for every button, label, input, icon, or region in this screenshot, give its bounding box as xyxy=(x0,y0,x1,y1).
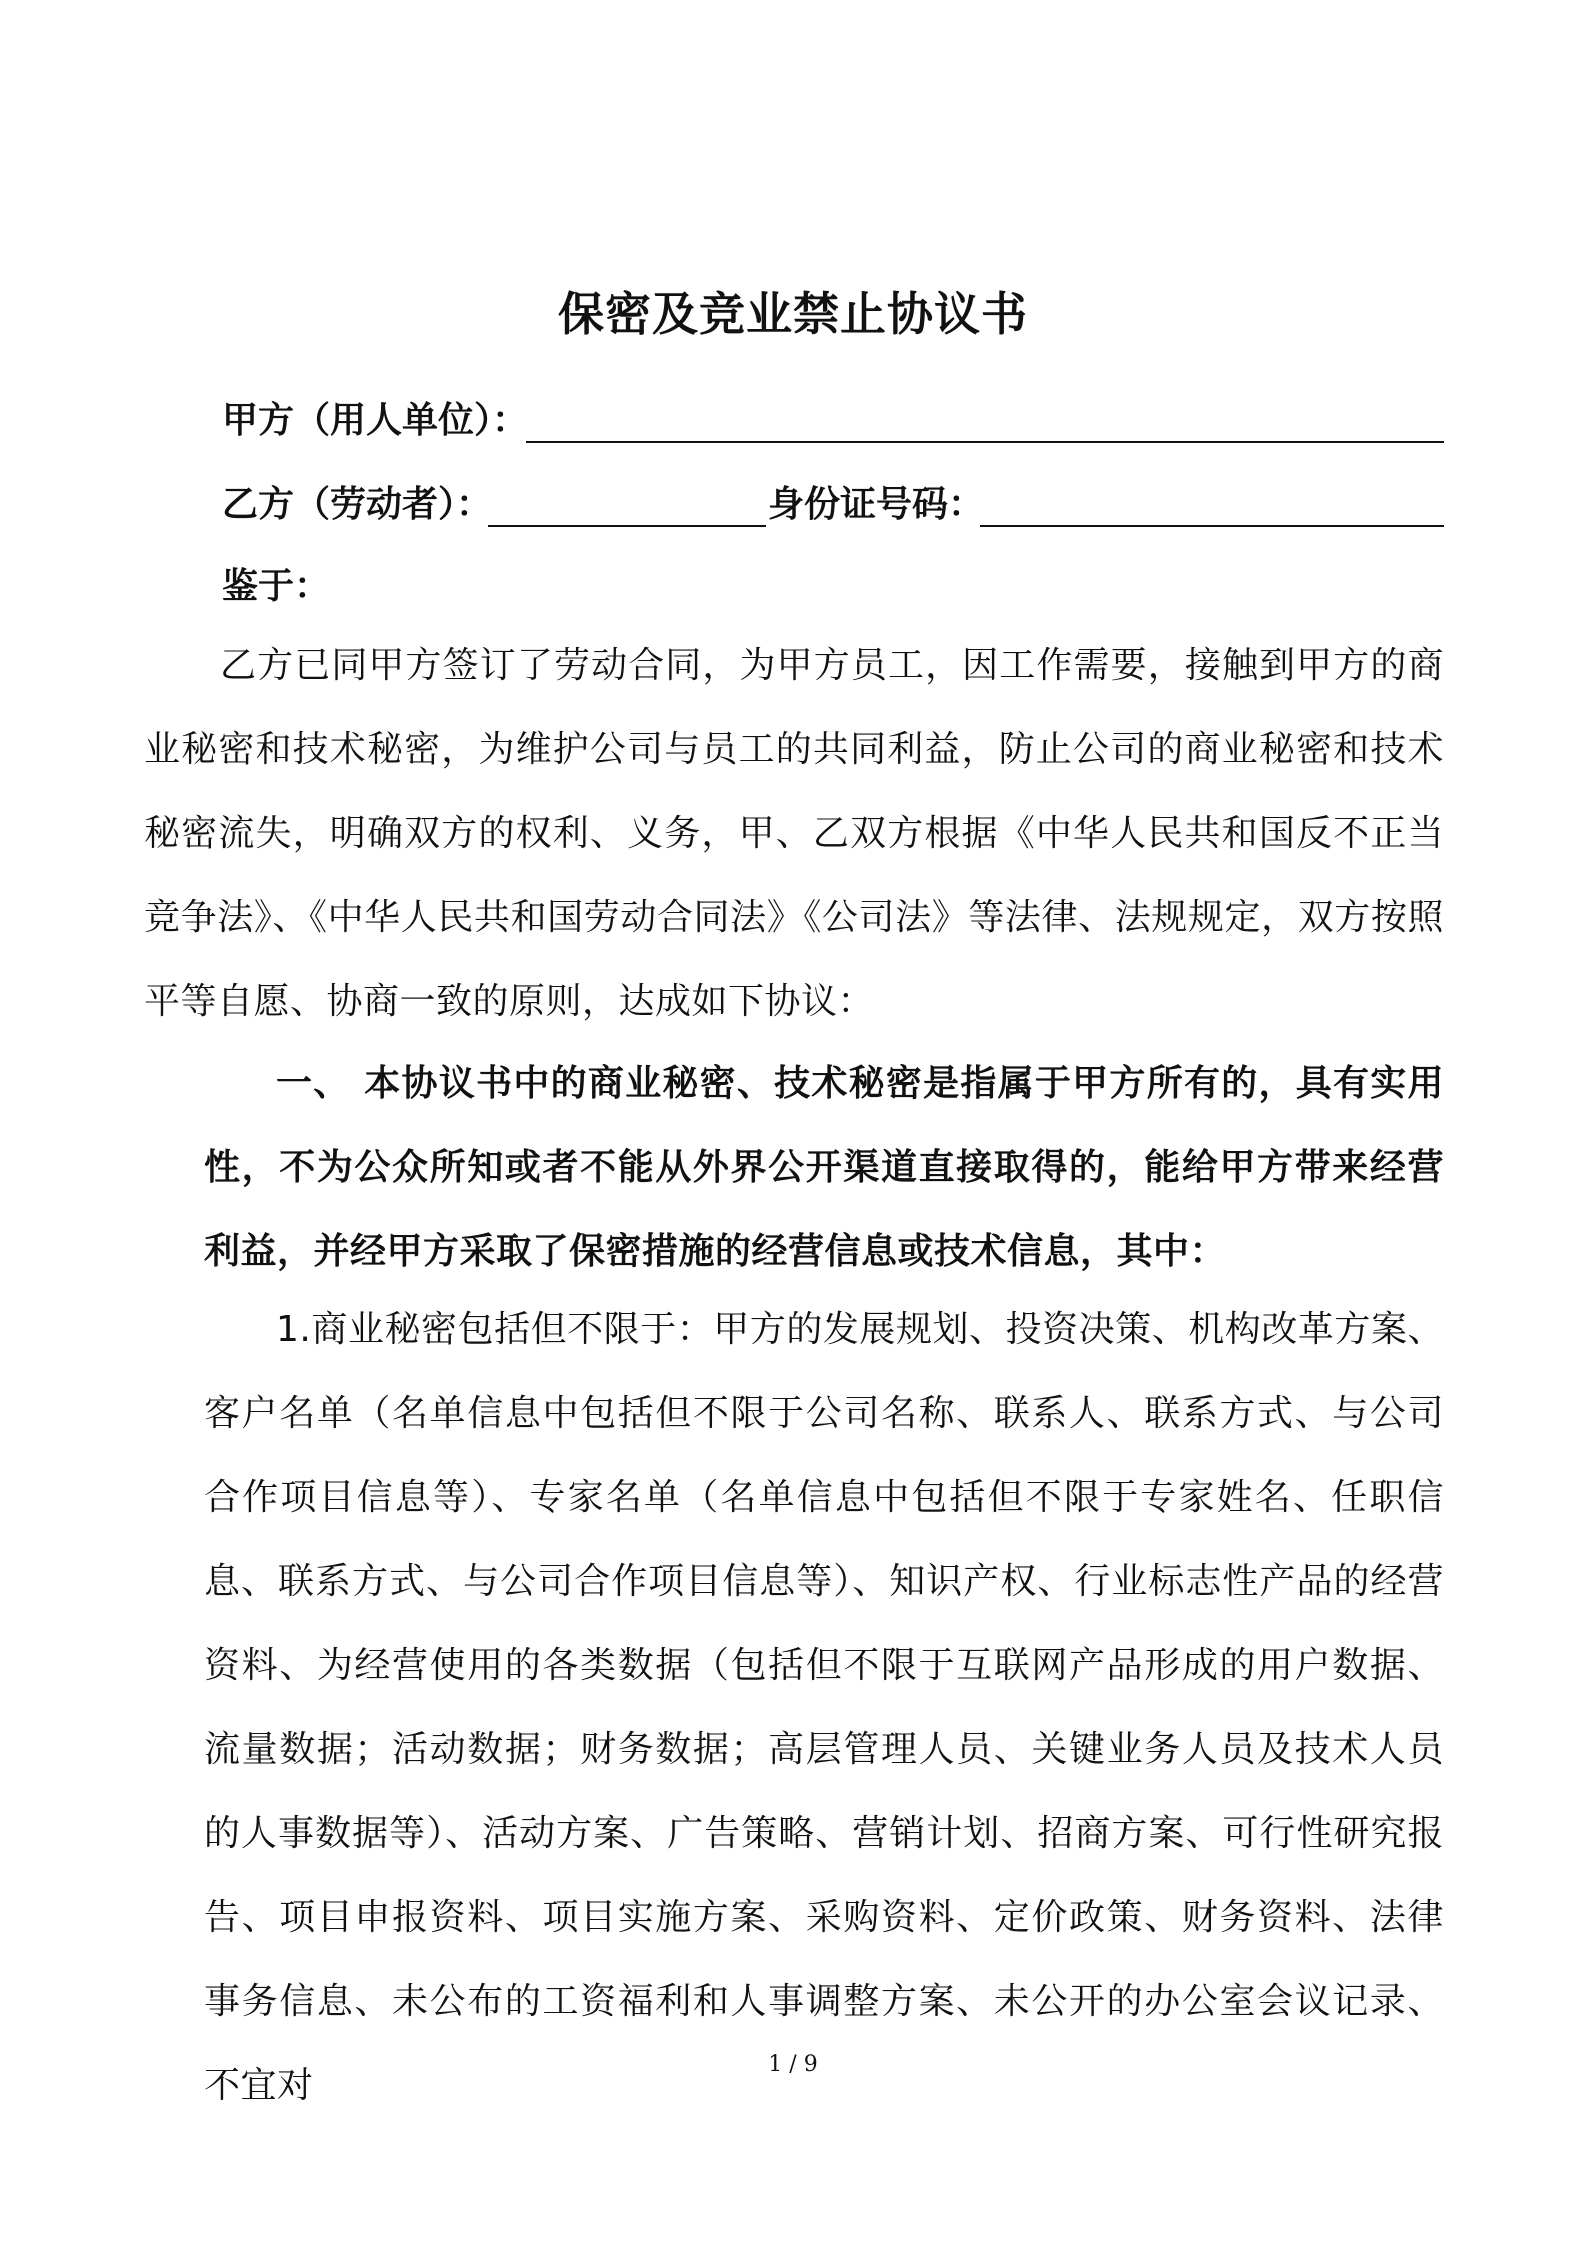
document-title: 保密及竞业禁止协议书 xyxy=(558,287,1028,341)
section-one-paragraph: 一、 本协议书中的商业秘密、技术秘密是指属于甲方所有的，具有实用性，不为公众所知或者不能从外界公开渠道直接取得的，能给甲方带来经营利益，并经甲方采取了保密措施的经营信息或技术信息，其中： xyxy=(204,1063,1444,1272)
id-number-label: 身份证号码： xyxy=(768,484,985,525)
party-a-label: 甲方（用人单位）： xyxy=(222,400,529,441)
party-b-label: 乙方（劳动者）： xyxy=(222,484,493,525)
id-number-blank-line xyxy=(980,525,1444,527)
party-a-blank-line xyxy=(526,441,1444,443)
page-number: 1 / 9 xyxy=(768,2052,818,2077)
whereas-label: 鉴于： xyxy=(222,566,331,607)
item-one-paragraph: 1.商业秘密包括但不限于：甲方的发展规划、投资决策、机构改革方案、客户名单（名单信息中包括但不限于公司名称、联系人、联系方式、与公司合作项目信息等）、专家名单（名单信息中包括但不限于专家姓名、任职信息、联系方式、与公司合作项目信息等）、知识产权、行业标志性产品的经营资料、为经营使用的各类数据（包括但不限于互联网产品形成的用户数据、流量数据；活动数据；财务数据；高层管理人员、关键业务人员及技术人员的人事数据等）、活动方案、广告策略、营销计划、招商方案、可行性研究报告、项目申报资料、项目实施方案、采购资料、定价政策、财务资料、法律事务信息、未公布的工资福利和人事调整方案、未公开的办公室会议记录、不宜对 xyxy=(204,1309,1444,2106)
intro-paragraph: 乙方已同甲方签订了劳动合同，为甲方员工，因工作需要，接触到甲方的商业秘密和技术秘密，为维护公司与员工的共同利益，防止公司的商业秘密和技术秘密流失，明确双方的权利、义务，甲、乙双方根据《中华人民共和国反不正当竞争法》、《中华人民共和国劳动合同法》《公司法》等法律、法规规定，双方按照平等自愿、协商一致的原则，达成如下协议： xyxy=(144,645,1444,1022)
party-b-blank-line xyxy=(488,525,766,527)
